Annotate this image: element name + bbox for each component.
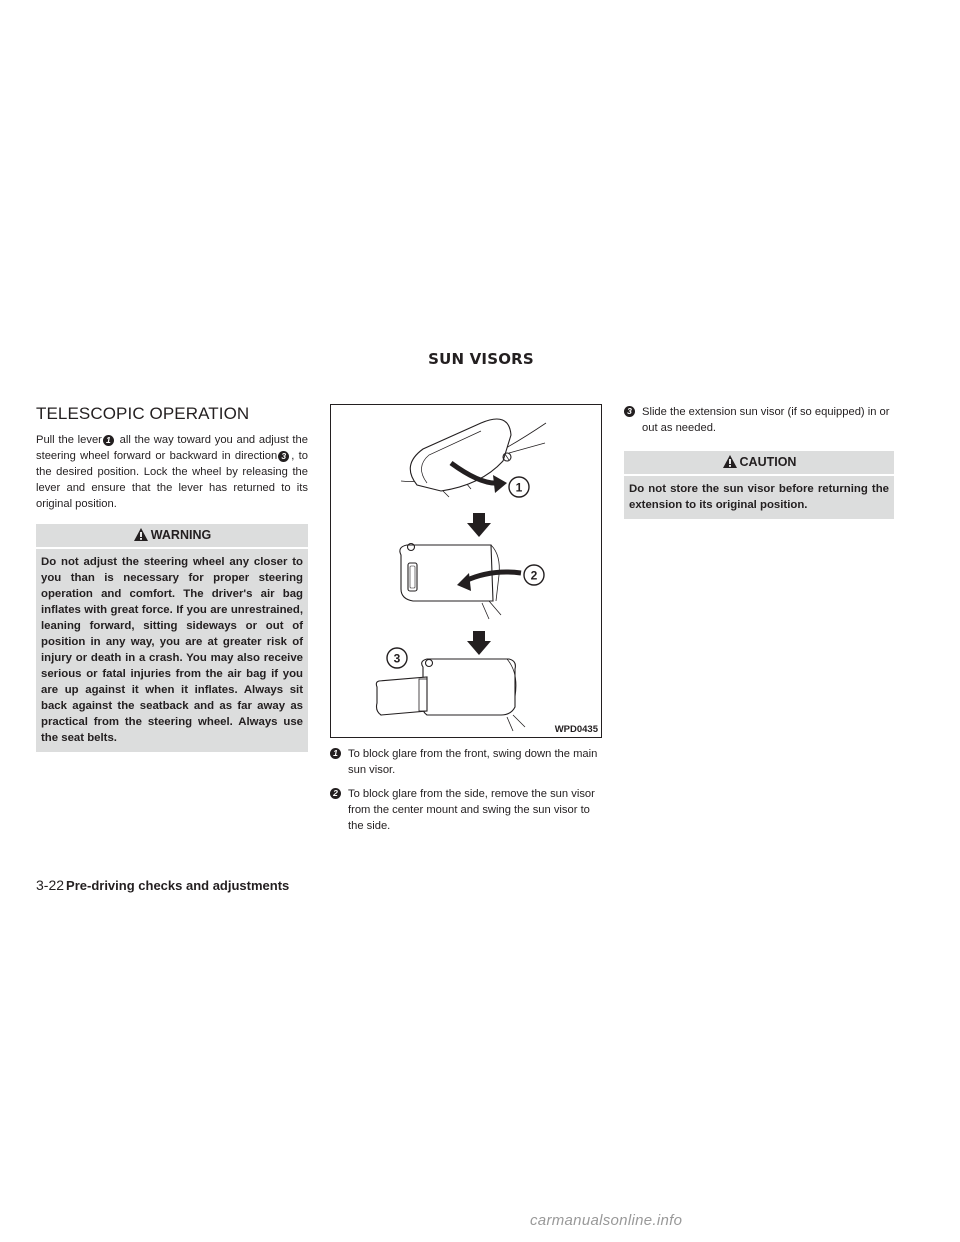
section-title: SUN VISORS (428, 350, 534, 368)
warning-icon (722, 454, 738, 469)
item-text: To block glare from the front, swing down the main sun visor. (348, 748, 598, 776)
telescopic-heading: TELESCOPIC OPERATION (36, 404, 250, 423)
ref-number-1: 1 (103, 435, 114, 446)
warning-header (36, 524, 308, 547)
warning-title: WARNING (150, 528, 212, 542)
warning-icon (133, 527, 149, 542)
item-number: 3 (624, 406, 635, 417)
page-footer (36, 877, 289, 893)
column-telescopic (36, 404, 308, 752)
caution-text: Do not store the sun visor before returning the extension to its original position. (624, 476, 894, 519)
list-item (330, 786, 604, 834)
callout-3: 3 (393, 651, 401, 666)
page-number: 3-22 (36, 877, 65, 893)
watermark: carmanualsonline.info (530, 1212, 683, 1229)
sun-visor-figure (330, 404, 602, 738)
telescopic-paragraph (36, 432, 308, 512)
chapter-title: Pre-driving checks and adjustments (66, 878, 290, 893)
caution-title: CAUTION (739, 455, 797, 469)
callout-2: 2 (530, 568, 538, 583)
warning-text: Do not adjust the steering wheel any closer to you than is necessary for proper steering operation and comfort. The driver's air bag inflates with great force. If you are unrestrained, leaning forward, sitting sideways or out of position in any way, you are at greater risk of injury or death in a crash. You may also receive serious or fatal injuries from the air bag if you are up against it when it inflates. Always sit back against the seatback and as far away as practical from the steering wheel. Always use the seat belts. (36, 549, 308, 752)
callout-1: 1 (515, 480, 523, 495)
figure-code: WPD0435 (554, 724, 598, 735)
column-extension (624, 404, 894, 519)
item-number: 2 (330, 788, 341, 799)
caution-header (624, 451, 894, 474)
ref-number-3: 3 (278, 451, 289, 462)
list-item (330, 746, 604, 778)
sun-visor-illustration (331, 405, 601, 737)
list-item (624, 404, 894, 436)
column-figure (330, 404, 604, 834)
telescopic-text-2: all the way toward you and adjust the steering wheel forward or backward in direction (36, 434, 308, 462)
item-number: 1 (330, 748, 341, 759)
item-text: To block glare from the side, remove the sun visor from the center mount and swing the sun visor to the side. (348, 788, 595, 832)
telescopic-text-3: , to the desired position. Lock the wheel by releasing the lever and ensure that the lever has returned to its original position. (36, 450, 308, 510)
telescopic-text-1: Pull the lever (36, 434, 102, 446)
item-text: Slide the extension sun visor (if so equipped) in or out as needed. (642, 406, 890, 434)
